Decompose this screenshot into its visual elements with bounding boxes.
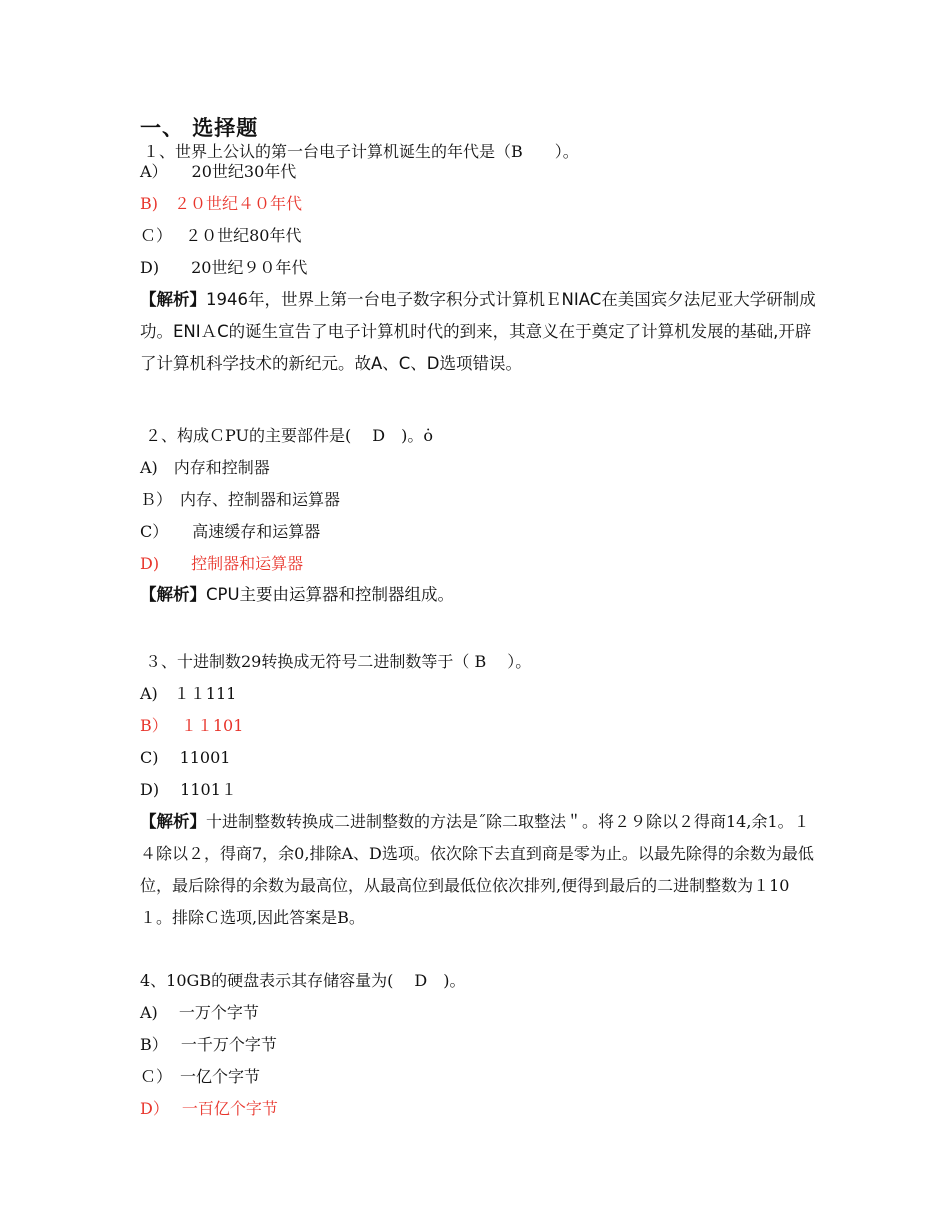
option-c: Ｃ） ２０世纪80年代 [140,226,302,245]
option-c: Ｃ） 一亿个字节 [140,1067,261,1086]
option-b-correct: B) ２０世纪４０年代 [140,194,303,213]
analysis-text: 十进制整数转换成二进制整数的方法是˝除二取整法＂。将２９除以２得商14,余1。１４除以２，得商7，余0,排除A、D选项。依次除下去直到商是零为止。以最先除得的余数为最低位，最后除得的余数为最高位，从最高位到最低位依次排列,便得到最后的二进制整数为１10１。排除Ｃ选项,因此答案是B。 [140,812,814,927]
analysis-block [140,806,820,934]
analysis-block [140,579,820,611]
option-d-correct: D） 一百亿个字节 [140,1099,278,1118]
analysis-text: CPU主要由运算器和控制器组成。 [206,585,455,604]
analysis-tag: 【解析】 [140,290,206,309]
question-stem: ２、构成ＣPU的主要部件是( D )。ȯ [145,426,434,445]
option-a: A) 一万个字节 [140,1003,259,1022]
analysis-tag: 【解析】 [140,585,206,604]
option-d-correct: D) 控制器和运算器 [140,554,304,573]
question-stem: １、世界上公认的第一台电子计算机诞生的年代是（B ）。 [143,142,579,161]
option-d: D) 20世纪９０年代 [140,258,308,277]
question-stem: ３、十进制数29转换成无符号二进制数等于（ B ）。 [145,652,532,671]
option-a: A) 内存和控制器 [140,458,270,477]
analysis-tag: 【解析】 [140,812,206,831]
option-b-correct: B） １１101 [140,716,244,735]
section-title: 一、 选择题 [140,116,259,140]
option-b: B） 一千万个字节 [140,1035,277,1054]
option-a: A） 20世纪30年代 [140,162,297,181]
analysis-text: 1946年，世界上第一台电子数字积分式计算机ＥNIAC在美国宾夕法尼亚大学研制成功。ENIＡC的诞生宣告了电子计算机时代的到来，其意义在于奠定了计算机发展的基础,开辟了计算机科学技术的新纪元。故A、C、D选项错误。 [140,290,816,373]
analysis-block [140,284,820,380]
option-c: C） 高速缓存和运算器 [140,522,321,541]
question-stem: 4、10GB的硬盘表示其存储容量为( D )。 [140,971,466,990]
option-a: A) １１111 [140,684,237,703]
option-d: D) 1101１ [140,780,237,799]
option-b: Ｂ） 内存、控制器和运算器 [140,490,341,509]
option-c: C) 11001 [140,748,231,767]
